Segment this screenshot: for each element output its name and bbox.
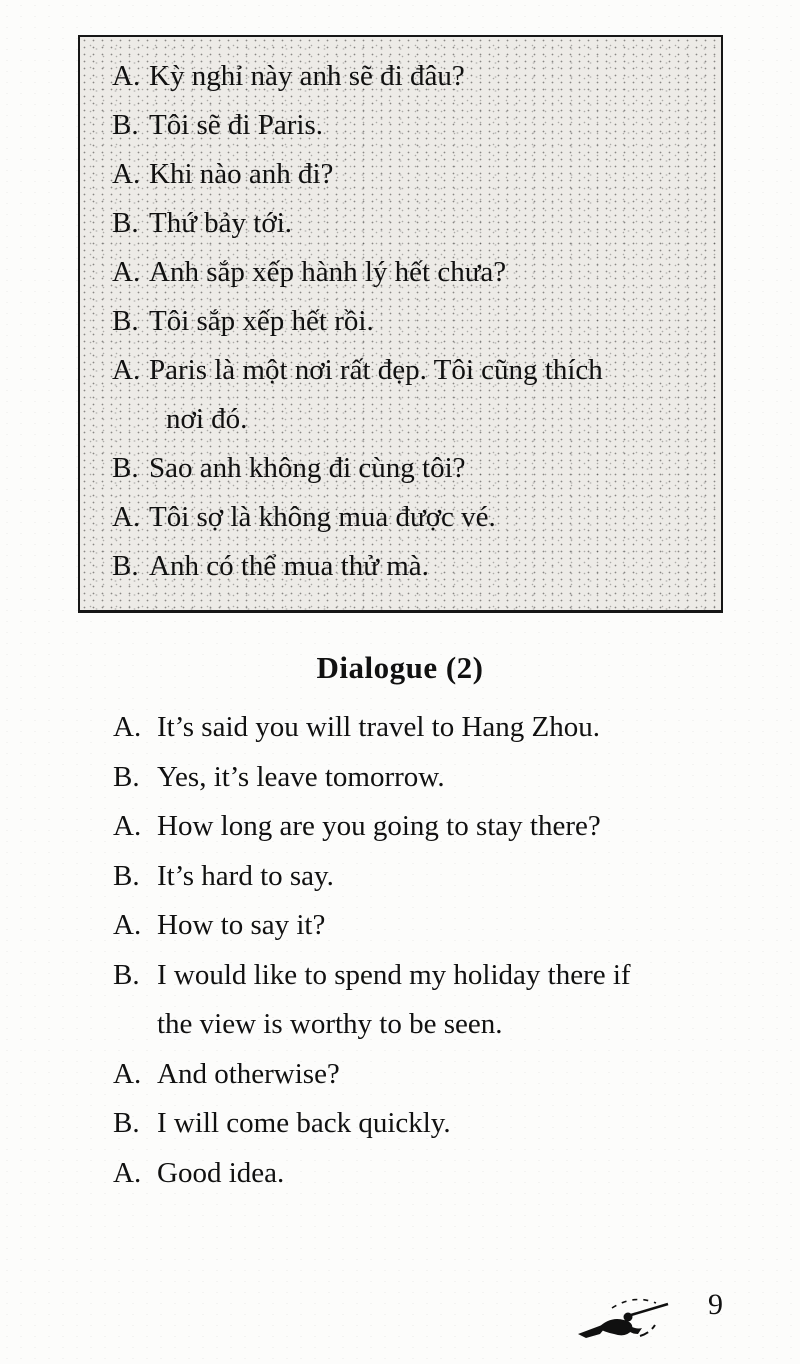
speaker-label: B. bbox=[113, 1107, 140, 1139]
dialogue-line bbox=[112, 248, 711, 297]
line-text: Tôi sẽ đi Paris. bbox=[149, 109, 323, 141]
dialogue-line bbox=[113, 753, 773, 803]
dialogue-line bbox=[112, 493, 711, 542]
dialogue-line-continuation bbox=[112, 395, 711, 444]
line-text: Paris là một nơi rất đẹp. Tôi cũng thích bbox=[149, 354, 603, 386]
dialogue-line bbox=[113, 1099, 773, 1149]
line-text: Good idea. bbox=[157, 1156, 285, 1189]
dialogue-line bbox=[112, 101, 711, 150]
speaker-label: A. bbox=[113, 711, 142, 743]
dialogue-line bbox=[113, 852, 773, 902]
english-dialogue bbox=[113, 703, 773, 1198]
line-text: It’s said you will travel to Hang Zhou. bbox=[157, 711, 600, 743]
line-text: the view is worthy to be seen. bbox=[157, 1008, 503, 1040]
dialogue-2-heading: Dialogue (2) bbox=[316, 650, 484, 685]
speaker-label: B. bbox=[112, 109, 139, 141]
speaker-label: B. bbox=[113, 859, 140, 892]
line-text: How long are you going to stay there? bbox=[157, 810, 601, 842]
speaker-label: A. bbox=[113, 1057, 142, 1090]
line-text: It’s hard to say. bbox=[157, 859, 334, 892]
dialogue-line bbox=[112, 199, 711, 248]
speaker-label: A. bbox=[113, 1156, 142, 1189]
speaker-label: B. bbox=[113, 958, 140, 991]
speaker-label: A. bbox=[112, 158, 141, 190]
speaker-label: B. bbox=[112, 550, 139, 582]
line-text: Tôi sợ là không mua được vé. bbox=[149, 501, 496, 533]
speaker-label: B. bbox=[113, 760, 140, 793]
line-text: Tôi sắp xếp hết rồi. bbox=[149, 305, 374, 337]
speaker-label: A. bbox=[112, 256, 141, 288]
speaker-label: A. bbox=[112, 354, 141, 386]
dialogue-line bbox=[113, 901, 773, 951]
dialogue-line bbox=[112, 297, 711, 346]
speaker-label: B. bbox=[112, 452, 139, 484]
dialogue-line bbox=[113, 1149, 773, 1199]
line-text: Khi nào anh đi? bbox=[149, 158, 334, 190]
bird-ink-illustration bbox=[576, 1294, 672, 1346]
dialogue-line bbox=[112, 52, 711, 101]
line-text: I would like to spend my holiday there if bbox=[157, 958, 631, 991]
speaker-label: B. bbox=[112, 207, 139, 239]
line-text: Sao anh không đi cùng tôi? bbox=[149, 452, 466, 484]
line-text: Thứ bảy tới. bbox=[149, 207, 293, 239]
line-text: nơi đó. bbox=[166, 403, 248, 435]
dialogue-line bbox=[113, 802, 773, 852]
line-text: Kỳ nghỉ này anh sẽ đi đâu? bbox=[149, 60, 465, 92]
speaker-label: A. bbox=[113, 810, 142, 842]
line-text: And otherwise? bbox=[157, 1057, 340, 1090]
line-text: How to say it? bbox=[157, 909, 326, 941]
dialogue-line bbox=[112, 542, 711, 591]
line-text: Anh sắp xếp hành lý hết chưa? bbox=[149, 256, 507, 288]
line-text: I will come back quickly. bbox=[157, 1107, 451, 1139]
speaker-label: A. bbox=[113, 909, 142, 941]
dialogue-line bbox=[112, 150, 711, 199]
dialogue-line bbox=[113, 1050, 773, 1100]
dialogue-line bbox=[113, 703, 773, 753]
boxed-vietnamese-dialogue bbox=[78, 35, 723, 613]
speaker-label: A. bbox=[112, 60, 141, 92]
dialogue-line-continuation bbox=[113, 1000, 773, 1050]
speaker-label: B. bbox=[112, 305, 139, 337]
dialogue-line bbox=[112, 444, 711, 493]
dialogue-line bbox=[112, 346, 711, 395]
line-text: Yes, it’s leave tomorrow. bbox=[157, 760, 445, 793]
speaker-label: A. bbox=[112, 501, 141, 533]
dialogue-line bbox=[113, 951, 773, 1001]
page-number: 9 bbox=[708, 1288, 723, 1321]
line-text: Anh có thể mua thử mà. bbox=[149, 550, 429, 582]
